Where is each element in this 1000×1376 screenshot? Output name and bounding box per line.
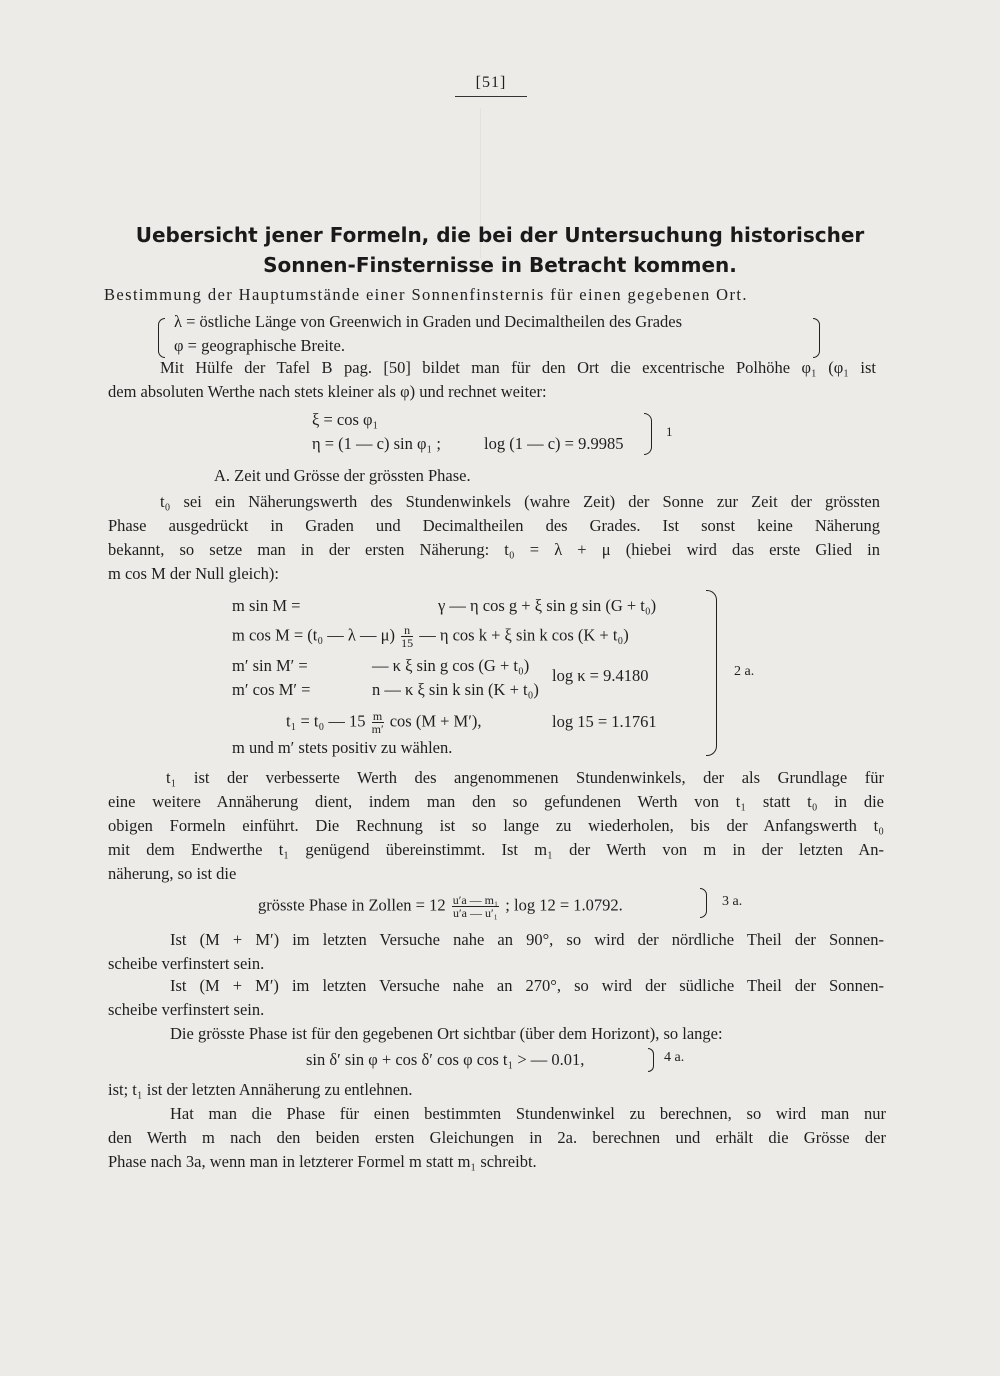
equation-log-15: log 15 = 1.1761 [552,712,657,731]
paragraph-line: Phase ausgedrückt in Graden und Decimaltheilen des Grades. Ist sonst keine Näherung [108,516,880,535]
equation-part: cos (M + M′), [389,711,482,731]
paragraph-line: scheibe verfinstert sein. [108,954,265,973]
equation-line: — κ ξ sin g cos (G + t₀) [372,656,530,675]
equation-line: m′ sin M′ = [232,656,308,675]
definition-lambda: λ = östliche Länge von Greenwich in Graden und Decimaltheilen des Grades [174,312,683,331]
equation-log-kappa: log κ = 9.4180 [552,666,649,685]
equation-xi: ξ = cos φ₁ [312,410,379,429]
paragraph-line: bekannt, so setze man in der ersten Näherung: t₀ = λ + μ (hiebei wird das erste Glied in [108,540,880,559]
definition-phi: φ = geographische Breite. [174,336,345,355]
equation-line: m sin M = [232,596,301,615]
equation-label: 3 a. [722,894,743,909]
equation-label: 2 a. [734,664,755,679]
fraction-denominator: 15 [401,636,414,650]
paragraph-line: obigen Formeln einführt. Die Rechnung ist so lange zu wiederholen, bis der Anfangswerth t₀ [108,816,884,835]
equation-part: ; log 12 = 1.0792. [505,895,623,915]
paragraph-line: mit dem Endwerthe t₁ genügend übereinstimmt. Ist m₁ der Werth von m in der letzten An- [108,840,884,859]
fraction-m-mp [372,710,384,735]
equation-part: t₁ = t₀ — 15 [286,711,366,731]
equation-log-c: log (1 — c) = 9.9985 [484,434,624,453]
paragraph-line: dem absoluten Werthe nach stets kleiner als φ) und rechnet weiter: [108,382,547,401]
page-number: [51] [475,74,507,91]
equation-eta: η = (1 — c) sin φ₁ ; [312,434,441,453]
subsection-heading: A. Zeit und Grösse der grössten Phase. [214,466,471,485]
paragraph-line: Phase nach 3a, wenn man in letzterer Formel m statt m₁ schreibt. [108,1152,537,1171]
fraction-phase [452,894,499,919]
paragraph-line: Ist (M + M′) im letzten Versuche nahe an 90°, so wird der nördliche Theil der Sonnen- [170,930,884,949]
equation-brace [648,1048,654,1072]
paragraph-line: m cos M der Null gleich): [108,564,279,583]
equation-part: grösste Phase in Zollen = 12 [258,895,446,915]
paragraph-line: scheibe verfinstert sein. [108,1000,265,1019]
paragraph-line: ist; t₁ ist der letzten Annäherung zu entlehnen. [108,1080,413,1099]
fraction-denominator: u′a — u′₁ [453,906,498,920]
fraction-denominator: m′ [371,722,384,736]
equation-visibility: sin δ′ sin φ + cos δ′ cos φ cos t₁ > — 0.01, [306,1050,585,1069]
fraction-numerator: m [372,709,383,723]
equation-line [286,710,481,735]
right-brace [813,318,820,358]
equation-brace [700,888,707,918]
paragraph-line: eine weitere Annäherung dient, indem man den so gefundenen Werth von t₁ statt t₀ in die [108,792,884,811]
equation-phase [258,894,623,919]
equation-label: 4 a. [664,1050,685,1065]
section-heading: Bestimmung der Hauptumstände einer Sonnenfinsternis für einen gegebenen Ort. [104,285,748,304]
equation-brace [706,590,717,756]
equation-part: m cos M = (t₀ — λ — μ) [232,625,395,645]
paragraph-line: t₀ sei ein Näherungswerth des Stundenwinkels (wahre Zeit) der Sonne zur Zeit der grössten [160,492,880,511]
paragraph-line: Hat man die Phase für einen bestimmten Stundenwinkel zu berechnen, so wird man nur [170,1104,886,1123]
paragraph-line: Mit Hülfe der Tafel B pag. [50] bildet man für den Ort die excentrische Polhöhe φ₁ (φ₁ ist [160,358,876,377]
equation-line: m′ cos M′ = [232,680,311,699]
paragraph-line: t₁ ist der verbesserte Werth des angenommenen Stundenwinkels, der als Grundlage für [166,768,884,787]
page-title: Uebersicht jener Formeln, die bei der Untersuchung historischer Sonnen-Finsternisse in Betracht kommen. [135,223,865,277]
page-number-rule [455,96,527,97]
paragraph-line: Die grösste Phase ist für den gegebenen Ort sichtbar (über dem Horizont), so lange: [170,1024,723,1043]
fraction-numerator: u′a — m₁ [452,893,499,907]
equation-label: 1 [666,424,673,439]
paragraph-line: näherung, so ist die [108,864,237,883]
fraction-n-15 [401,624,413,649]
equation-line: γ — η cos g + ξ sin g sin (G + t₀) [438,596,657,615]
equation-part: — η cos k + ξ sin k cos (K + t₀) [419,625,629,645]
equation-line: n — κ ξ sin k sin (K + t₀) [372,680,539,699]
equation-brace [644,413,652,455]
fraction-numerator: n [401,624,413,637]
paragraph-line: den Werth m nach den beiden ersten Gleichungen in 2a. berechnen und erhält die Grösse der [108,1128,886,1147]
equation-line [232,624,629,649]
equation-note: m und m′ stets positiv zu wählen. [232,738,453,757]
paragraph-line: Ist (M + M′) im letzten Versuche nahe an 270°, so wird der südliche Theil der Sonnen- [170,976,884,995]
left-brace [158,318,165,358]
